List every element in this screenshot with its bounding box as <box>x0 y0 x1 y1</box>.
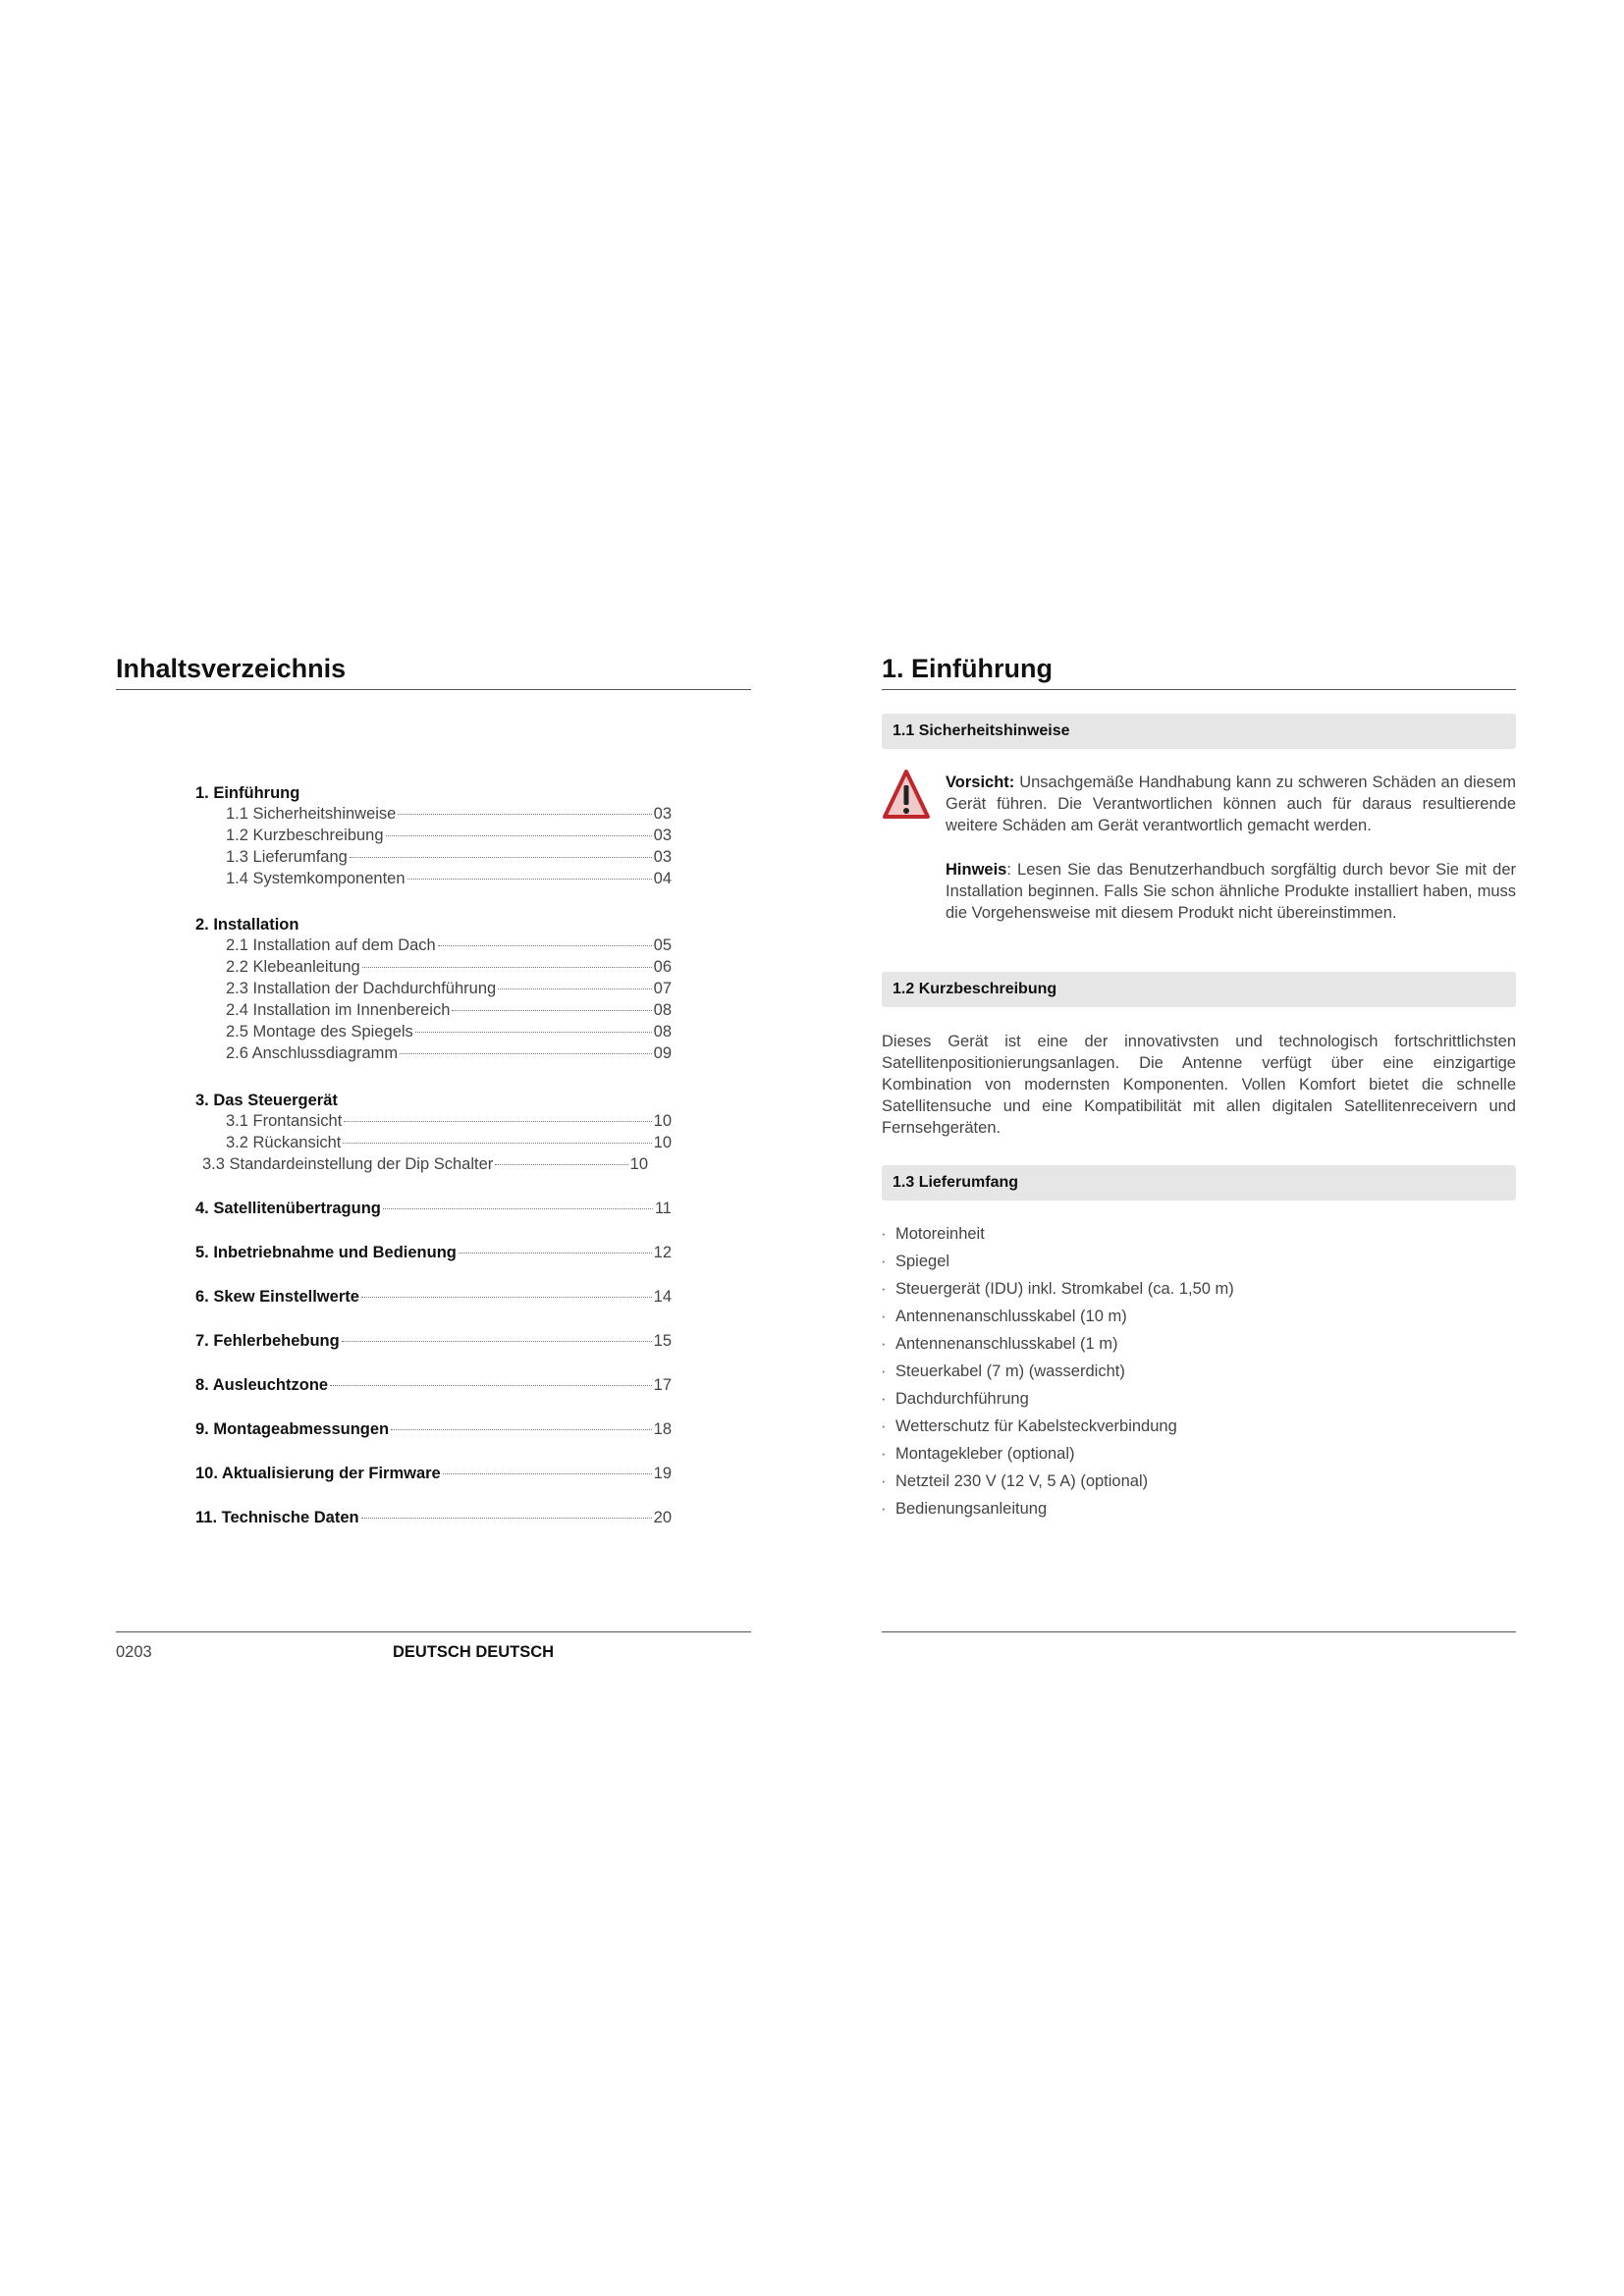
toc-chapter-label: 4. Satellitenübertragung <box>195 1200 381 1217</box>
toc-entry-page: 03 <box>653 805 672 823</box>
section-heading-1-2: 1.2 Kurzbeschreibung <box>882 972 1516 1007</box>
footer-language: DEUTSCH DEUTSCH <box>393 1643 555 1661</box>
footer-page-numbers: 0203 <box>116 1643 152 1661</box>
toc-entry-label: 1.3 Lieferumfang <box>226 848 348 866</box>
toc-chapter-page: 11 <box>654 1200 672 1217</box>
toc-chapter[interactable] <box>195 1376 672 1398</box>
section-heading-1-3: 1.3 Lieferumfang <box>882 1165 1516 1201</box>
chapter-title-underline <box>882 689 1516 690</box>
toc-entry[interactable] <box>226 1112 672 1134</box>
toc-leader <box>407 879 652 880</box>
toc-leader <box>443 1473 652 1474</box>
toc-entry-label: 2.6 Anschlussdiagramm <box>226 1044 399 1062</box>
toc-leader <box>459 1253 652 1254</box>
toc-entry-page: 10 <box>653 1112 672 1130</box>
toc-entry-label: 1.2 Kurzbeschreibung <box>226 827 384 844</box>
toc-leader <box>361 1297 652 1298</box>
toc-leader <box>350 857 652 858</box>
toc-leader <box>415 1032 652 1033</box>
toc-entry-label: 2.2 Klebeanleitung <box>226 958 360 976</box>
toc-entry-label: 2.5 Montage des Spiegels <box>226 1023 413 1041</box>
list-item <box>881 1330 1234 1358</box>
list-item <box>881 1495 1234 1522</box>
toc-title: Inhaltsverzeichnis <box>116 654 347 683</box>
toc-chapter[interactable] <box>195 1332 672 1354</box>
toc-leader <box>452 1010 651 1011</box>
caution-text: Unsachgemäße Handhabung kann zu schweren Schäden an diesem Gerät führen. Die Verantwortlichen können auch für daraus resultierende weitere Schäden am Gerät verantwortlich gemacht werden. <box>946 774 1516 834</box>
toc-chapter-page: 14 <box>653 1288 672 1306</box>
bullet-icon: · <box>881 1445 887 1463</box>
list-item-text: Montagekleber (optional) <box>895 1445 1075 1463</box>
toc-entry-page: 08 <box>653 1001 672 1019</box>
bullet-icon: · <box>881 1335 887 1353</box>
note-label: Hinweis <box>946 861 1007 879</box>
bullet-icon: · <box>881 1500 887 1518</box>
toc-entry-page: 03 <box>653 848 672 866</box>
footer-rule-right <box>882 1631 1516 1632</box>
toc-leader <box>362 967 652 968</box>
toc-leader <box>400 1053 651 1054</box>
toc-chapter-page: 20 <box>653 1509 672 1526</box>
bullet-icon: · <box>881 1472 887 1490</box>
toc-entry-page: 10 <box>629 1155 648 1173</box>
toc-entry-page: 10 <box>653 1134 672 1151</box>
toc-chapter-label: 5. Inbetriebnahme und Bedienung <box>195 1244 457 1261</box>
list-item-text: Netzteil 230 V (12 V, 5 A) (optional) <box>895 1472 1149 1490</box>
list-item-text: Steuergerät (IDU) inkl. Stromkabel (ca. 1,50 m) <box>895 1280 1234 1298</box>
list-item-text: Motoreinheit <box>895 1225 985 1243</box>
toc-entry-label: 1.4 Systemkomponenten <box>226 870 406 887</box>
toc-leader <box>498 988 651 989</box>
bullet-icon: · <box>881 1390 887 1408</box>
toc-chapter-label: 8. Ausleuchtzone <box>195 1376 329 1394</box>
toc-entry-page: 07 <box>653 980 672 997</box>
list-item <box>881 1358 1234 1385</box>
footer-rule-left <box>116 1631 751 1632</box>
toc-entry-label: 3.1 Frontansicht <box>226 1112 343 1130</box>
title-underline <box>116 689 751 690</box>
toc-chapter-label: 9. Montageabmessungen <box>195 1420 390 1438</box>
bullet-icon: · <box>881 1280 887 1298</box>
toc-leader <box>383 1208 653 1209</box>
toc-entry-page: 03 <box>653 827 672 844</box>
bullet-icon: · <box>881 1417 887 1435</box>
list-item <box>881 1440 1234 1468</box>
list-item-text: Antennenanschlusskabel (1 m) <box>895 1335 1118 1353</box>
list-item-text: Dachdurchführung <box>895 1390 1029 1408</box>
toc-entry[interactable] <box>202 1155 648 1177</box>
toc-entry[interactable] <box>226 1001 672 1023</box>
list-item-text: Spiegel <box>895 1253 950 1270</box>
toc-entry[interactable] <box>226 805 672 827</box>
toc-leader <box>343 1143 651 1144</box>
bullet-icon: · <box>881 1308 887 1325</box>
toc-entry[interactable] <box>226 848 672 870</box>
bullet-icon: · <box>881 1362 887 1380</box>
toc-entry-page: 06 <box>653 958 672 976</box>
caution-label: Vorsicht: <box>946 774 1015 791</box>
toc-entry[interactable] <box>226 1023 672 1044</box>
toc-entry-page: 08 <box>653 1023 672 1041</box>
list-item <box>881 1413 1234 1440</box>
toc-entry[interactable] <box>226 827 672 848</box>
toc-chapter-label: 6. Skew Einstellwerte <box>195 1288 359 1306</box>
toc-entry-label: 2.3 Installation der Dachdurchführung <box>226 980 497 997</box>
toc-chapter[interactable] <box>195 1420 672 1442</box>
toc-chapter-label: 10. Aktualisierung der Firmware <box>195 1465 441 1482</box>
toc-entry-label: 2.4 Installation im Innenbereich <box>226 1001 451 1019</box>
list-item <box>881 1220 1234 1248</box>
toc-leader <box>495 1164 627 1165</box>
toc-chapter-page: 17 <box>653 1376 672 1394</box>
toc-entry[interactable] <box>226 936 672 958</box>
delivery-contents-list <box>881 1220 1234 1522</box>
list-item-text: Bedienungsanleitung <box>895 1500 1048 1518</box>
caution-paragraph <box>946 772 1516 836</box>
toc-chapter[interactable] <box>195 1200 672 1221</box>
toc-leader <box>438 945 652 946</box>
bullet-icon: · <box>881 1225 887 1243</box>
toc-leader <box>330 1385 652 1386</box>
toc-chapter[interactable] <box>195 1465 672 1486</box>
toc-leader <box>386 835 652 836</box>
toc-chapter[interactable] <box>195 1244 672 1265</box>
toc-leader <box>398 814 651 815</box>
list-item <box>881 1303 1234 1330</box>
list-item <box>881 1275 1234 1303</box>
description-paragraph: Dieses Gerät ist eine der innovativsten und technologisch fortschrittlichsten Satellitenpositionierungsanlagen. Die Antenne verfügt über eine einzigartige Kombination von modernsten Komponenten. Vollen Komfort bietet die schnelle Satellitensuche und eine Kompatibilität mit allen digitalen Satellitenreceivern und Fernsehgeräten. <box>882 1033 1516 1137</box>
list-item <box>881 1248 1234 1275</box>
list-item <box>881 1385 1234 1413</box>
list-item-text: Wetterschutz für Kabelsteckverbindung <box>895 1417 1177 1435</box>
note-text: : Lesen Sie das Benutzerhandbuch sorgfältig durch bevor Sie mit der Installation beginnen. Falls Sie schon ähnliche Produkte installiert haben, muss die Vorgehensweise mit diesem Produkt nicht übereinstimmen. <box>946 861 1516 922</box>
toc-entry-label: 3.3 Standardeinstellung der Dip Schalter <box>202 1155 494 1173</box>
toc-entry[interactable] <box>226 1134 672 1155</box>
chapter-title: 1. Einführung <box>882 654 1053 683</box>
toc-entry-label: 2.1 Installation auf dem Dach <box>226 936 436 954</box>
list-item-text: Steuerkabel (7 m) (wasserdicht) <box>895 1362 1125 1380</box>
toc-chapter[interactable] <box>195 1288 672 1309</box>
toc-chapter-page: 19 <box>653 1465 672 1482</box>
list-item-text: Antennenanschlusskabel (10 m) <box>895 1308 1127 1325</box>
toc-entry[interactable] <box>226 870 672 891</box>
list-item <box>881 1468 1234 1495</box>
toc-chapter-page: 15 <box>653 1332 672 1350</box>
toc-leader <box>344 1121 651 1122</box>
toc-section-1[interactable]: 1. Einführung <box>195 784 300 802</box>
toc-leader <box>391 1429 652 1430</box>
toc-chapter-page: 12 <box>653 1244 672 1261</box>
toc-entry-page: 09 <box>653 1044 672 1062</box>
toc-entry-page: 04 <box>653 870 672 887</box>
toc-leader <box>342 1341 652 1342</box>
toc-section-2[interactable]: 2. Installation <box>195 916 299 934</box>
note-paragraph <box>946 859 1516 924</box>
toc-chapter-page: 18 <box>653 1420 672 1438</box>
bullet-icon: · <box>881 1253 887 1270</box>
toc-chapter[interactable] <box>195 1509 672 1530</box>
toc-entry[interactable] <box>226 1044 672 1066</box>
toc-entry[interactable] <box>226 958 672 980</box>
toc-section-3[interactable]: 3. Das Steuergerät <box>195 1092 338 1109</box>
toc-chapter-label: 7. Fehlerbehebung <box>195 1332 340 1350</box>
warning-triangle-icon <box>882 768 931 823</box>
section-heading-1-1: 1.1 Sicherheitshinweise <box>882 714 1516 749</box>
toc-entry-label: 3.2 Rückansicht <box>226 1134 342 1151</box>
toc-chapter-label: 11. Technische Daten <box>195 1509 359 1526</box>
toc-leader <box>361 1518 652 1519</box>
toc-entry-label: 1.1 Sicherheitshinweise <box>226 805 397 823</box>
toc-entry-page: 05 <box>653 936 672 954</box>
toc-entry[interactable] <box>226 980 672 1001</box>
